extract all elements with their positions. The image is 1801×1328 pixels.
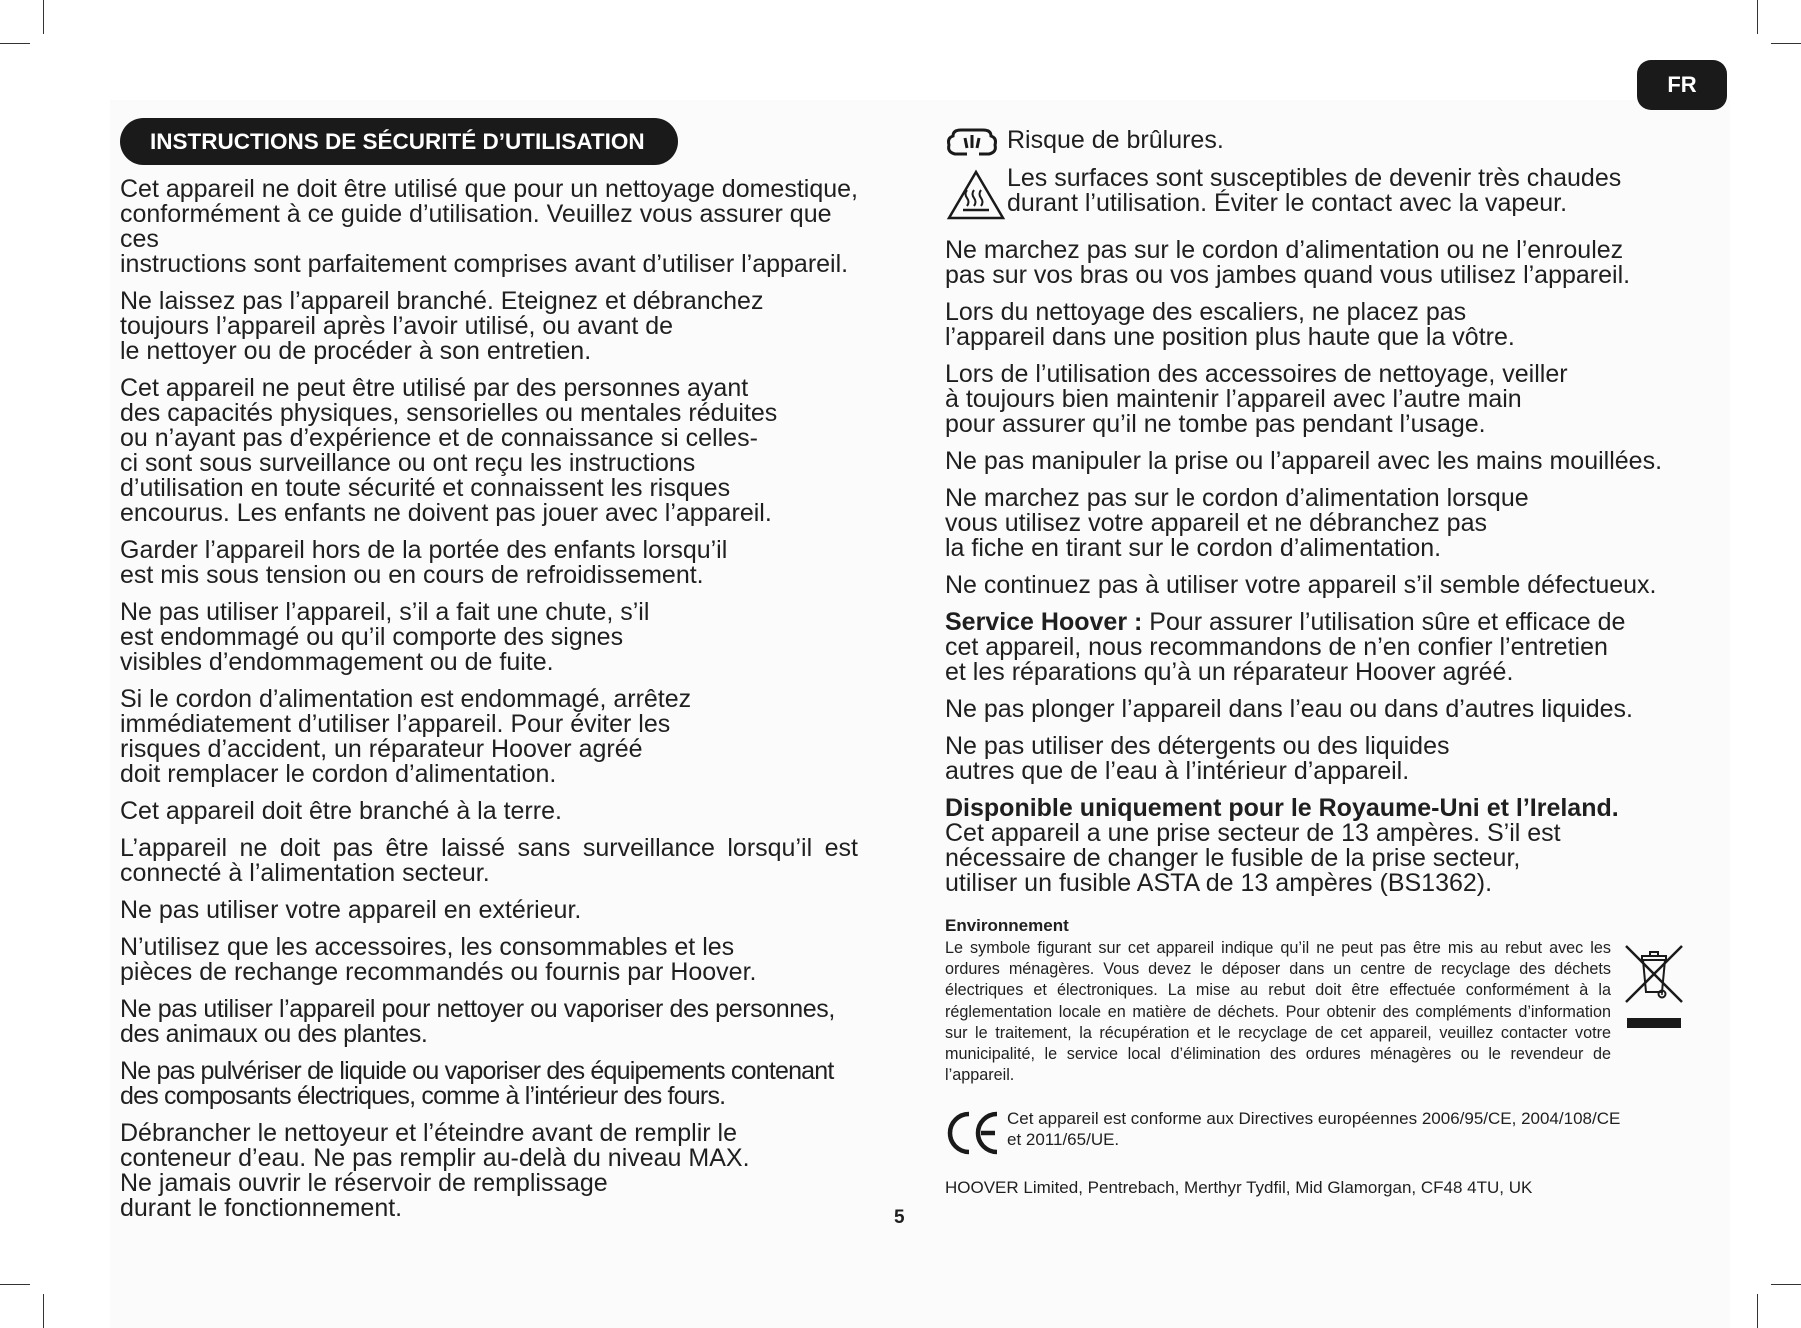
paragraph: Débrancher le nettoyeur et l’éteindre avant de remplir le conteneur d’eau. Ne pas remplir au-delà du niveau MAX. Ne jamais ouvrir le réservoir de remplissage durant le fonctionnement. xyxy=(120,1119,750,1222)
crop-mark xyxy=(1771,1284,1801,1285)
language-tab: FR xyxy=(1637,60,1727,110)
crop-mark xyxy=(0,43,30,44)
page-number: 5 xyxy=(894,1207,905,1228)
crop-mark xyxy=(43,0,44,34)
crop-mark xyxy=(0,1284,30,1285)
crop-mark xyxy=(1771,43,1801,44)
paragraph: Ne pas plonger l’appareil dans l’eau ou dans d’autres liquides. xyxy=(945,695,1633,723)
right-column xyxy=(945,118,1690,1198)
burn-label: Risque de brûlures. xyxy=(1007,125,1224,154)
paragraph: Ne pas utiliser l’appareil pour nettoyer ou vaporiser des personnes, des animaux ou des plantes. xyxy=(120,995,835,1048)
paragraph: Cet appareil ne doit être utilisé que pour un nettoyage domestique, conformément à ce guide d’utilisation. Veuillez vous assurer que ces instructions sont parfaitement comprises avant d’utiliser l’appareil. xyxy=(120,175,858,278)
uk-title: Disponible uniquement pour le Royaume-Uni et l’Ireland. xyxy=(945,794,1619,822)
paragraph: Ne pas utiliser l’appareil, s’il a fait une chute, s’il est endommagé ou qu’il comporte des signes visibles d’endommagement ou de fuite. xyxy=(120,598,650,676)
service-paragraph xyxy=(945,610,1690,685)
paragraph: Ne laissez pas l’appareil branché. Eteignez et débranchez toujours l’appareil après l’avoir utilisé, ou avant de le nettoyer ou de procéder à son entretien. xyxy=(120,287,764,365)
environment-section xyxy=(945,938,1690,1086)
paragraph: Ne marchez pas sur le cordon d’alimentation ou ne l’enroulez pas sur vos bras ou vos jambes quand vous utilisez l’appareil. xyxy=(945,236,1631,289)
crop-mark xyxy=(43,1294,44,1328)
paragraph: Lors du nettoyage des escaliers, ne placez pas l’appareil dans une position plus haute que la vôtre. xyxy=(945,298,1515,351)
service-text: Pour assurer l’utilisation sûre et efficace de cet appareil, nous recommandons de n’en confier l’entretien et les réparations qu’à un réparateur Hoover agréé. xyxy=(945,608,1626,686)
ce-text: Cet appareil est conforme aux Directives européennes 2006/95/CE, 2004/108/CE et 2011/65/UE. xyxy=(1007,1109,1621,1150)
paragraph: Cet appareil ne peut être utilisé par des personnes ayant des capacités physiques, sensorielles ou mentales réduites ou n’ayant pas d’expérience et de connaissance si celles- ci sont sous surveillance ou ont reçu les instructions d’utilisation en toute sécurité et connaissent les risques encourus. Les enfants ne doivent pas jouer avec l’appareil. xyxy=(120,374,778,527)
ce-conformity xyxy=(945,1108,1690,1158)
service-title: Service Hoover : xyxy=(945,608,1143,636)
paragraph: Ne continuez pas à utiliser votre appareil s’il semble défectueux. xyxy=(945,571,1657,599)
weee-symbol xyxy=(1621,938,1687,1028)
crop-mark xyxy=(1757,0,1758,34)
paragraph: Cet appareil doit être branché à la terre. xyxy=(120,797,562,825)
hot-surface-warning-icon xyxy=(945,168,1007,224)
crop-mark xyxy=(1757,1294,1758,1328)
paragraph: Lors de l’utilisation des accessoires de nettoyage, veiller à toujours bien maintenir l’appareil avec l’autre main pour assurer qu’il ne tombe pas pendant l’usage. xyxy=(945,360,1568,438)
paragraph: Si le cordon d’alimentation est endommagé, arrêtez immédiatement d’utiliser l’appareil. Pour éviter les risques d’accident, un réparateur Hoover agréé doit remplacer le cordon d’alimentation. xyxy=(120,685,692,788)
crossed-out-bin-icon xyxy=(1622,942,1686,1006)
paragraph: L’appareil ne doit pas être laissé sans surveillance lorsqu’il est connecté à l’alimentation secteur. xyxy=(120,834,858,887)
hot-surface-text: Les surfaces sont susceptibles de devenir très chaudes durant l’utilisation. Éviter le contact avec la vapeur. xyxy=(1007,164,1622,217)
paragraph: Ne pas utiliser votre appareil en extérieur. xyxy=(120,896,582,924)
environment-title: Environnement xyxy=(945,916,1069,935)
section-header: INSTRUCTIONS DE SÉCURITÉ D’UTILISATION xyxy=(120,118,678,165)
paragraph: N’utilisez que les accessoires, les consommables et les pièces de rechange recommandés ou fournis par Hoover. xyxy=(120,933,757,986)
paragraph: Ne pas manipuler la prise ou l’appareil avec les mains mouillées. xyxy=(945,447,1663,475)
uk-text: Cet appareil a une prise secteur de 13 ampères. S’il est nécessaire de changer le fusible de la prise secteur, utiliser un fusible ASTA de 13 ampères (BS1362). xyxy=(945,819,1561,897)
environment-text: Le symbole figurant sur cet appareil indique qu’il ne peut pas être mis au rebut avec les ordures ménagères. Vous devez le déposer dans un centre de recyclage des déchets électriques et électroniques. La mise au rebut doit être effectuée conformément à la réglementation locale en matière de déchets. Pour obtenir des compléments d’information sur le traitement, la récupération et le recyclage de cet appareil, veuillez contacter votre municipalité, le service local d’élimination des ordures ménagères ou le revendeur de l’appareil. xyxy=(945,939,1611,1085)
uk-paragraph xyxy=(945,796,1690,896)
manufacturer-address: HOOVER Limited, Pentrebach, Merthyr Tydfil, Mid Glamorgan, CF48 4TU, UK xyxy=(945,1178,1533,1198)
hot-surface-warning xyxy=(945,166,1690,224)
burn-warning xyxy=(945,118,1690,162)
weee-bar xyxy=(1627,1018,1681,1028)
paragraph: Ne pas pulvériser de liquide ou vaporiser des équipements contenant des composants électriques, comme à l’intérieur des fours. xyxy=(120,1057,834,1110)
ce-mark-icon xyxy=(945,1108,1007,1158)
left-column xyxy=(120,118,858,1233)
paragraph: Ne marchez pas sur le cordon d’alimentation lorsque vous utilisez votre appareil et ne débranchez pas la fiche en tirant sur le cordon d’alimentation. xyxy=(945,484,1529,562)
steam-hazard-icon xyxy=(945,118,1003,162)
paragraph: Garder l’appareil hors de la portée des enfants lorsqu’il est mis sous tension ou en cours de refroidissement. xyxy=(120,536,728,589)
paragraph: Ne pas utiliser des détergents ou des liquides autres que de l’eau à l’intérieur d’appareil. xyxy=(945,732,1450,785)
